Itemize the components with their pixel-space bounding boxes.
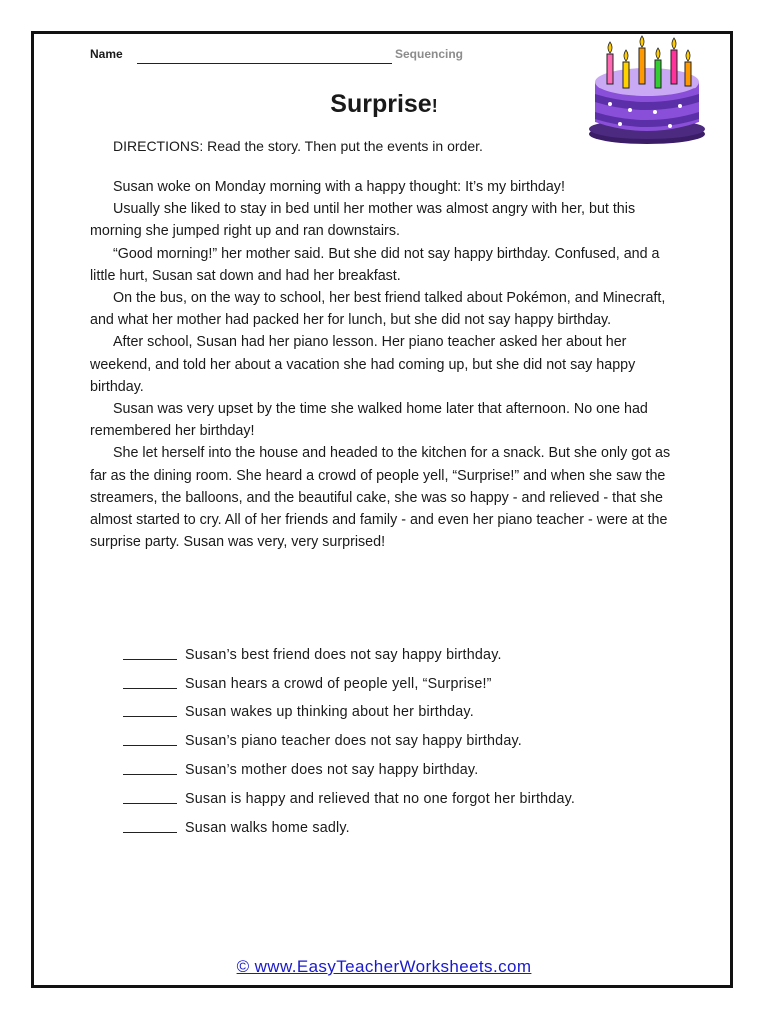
event-text: Susan’s piano teacher does not say happy birthday. (185, 733, 522, 750)
event-item (123, 780, 575, 809)
answer-blank[interactable] (123, 745, 177, 746)
title-text: Surprise (330, 90, 432, 118)
footer (0, 957, 768, 977)
footer-link[interactable]: © www.EasyTeacherWorksheets.com (236, 957, 532, 976)
event-text: Susan’s mother does not say happy birthday. (185, 761, 479, 778)
name-line (137, 63, 392, 64)
events-list (123, 636, 575, 838)
story-paragraph: Usually she liked to stay in bed until her mother was almost angry with her, but this morning she jumped right up and ran downstairs. (90, 201, 636, 240)
worksheet-title (0, 90, 768, 119)
answer-blank[interactable] (123, 716, 177, 717)
event-item (123, 665, 575, 694)
event-text: Susan hears a crowd of people yell, “Surprise!” (185, 675, 492, 692)
story-paragraph: Susan was very upset by the time she walked home later that afternoon. No one had remembered her birthday! (90, 401, 648, 440)
story-text (90, 176, 680, 553)
title-punctuation: ! (431, 96, 438, 116)
story-paragraph: She let herself into the house and headed to the kitchen for a snack. But she only got as far as the dining room. She heard a crowd of people yell, “Surprise!” and when she saw the streamers, the balloons, and the beautiful cake, she was so happy - and relieved - that she almost started to cry. All of her friends and family - and even her piano teacher - were at the surprise party. Susan was very, very surprised! (90, 445, 671, 551)
answer-blank[interactable] (123, 688, 177, 689)
story-paragraph: Susan woke on Monday morning with a happy thought: It’s my birthday! (113, 179, 565, 195)
answer-blank[interactable] (123, 803, 177, 804)
topic-label: Sequencing (395, 47, 464, 61)
event-item (123, 809, 575, 838)
name-label: Name (90, 47, 123, 61)
event-item (123, 636, 575, 665)
answer-blank[interactable] (123, 774, 177, 775)
event-text: Susan wakes up thinking about her birthday. (185, 704, 474, 721)
story-paragraph: On the bus, on the way to school, her best friend talked about Pokémon, and Minecraft, and what her mother had packed her for lunch, but she did not say happy birthday. (90, 290, 666, 329)
story-paragraph: After school, Susan had her piano lesson. Her piano teacher asked her about her weekend, and told her about a vacation she had coming up, but she did not say happy birthday. (90, 334, 636, 395)
event-text: Susan’s best friend does not say happy birthday. (185, 646, 502, 663)
story-paragraph: “Good morning!” her mother said. But she did not say happy birthday. Confused, and a little hurt, Susan sat down and had her breakfast. (90, 245, 660, 284)
answer-blank[interactable] (123, 659, 177, 660)
event-text: Susan walks home sadly. (185, 819, 350, 836)
directions: DIRECTIONS: Read the story. Then put the events in order. (113, 138, 483, 154)
answer-blank[interactable] (123, 832, 177, 833)
event-item (123, 694, 575, 723)
event-item (123, 751, 575, 780)
event-item (123, 722, 575, 751)
event-text: Susan is happy and relieved that no one forgot her birthday. (185, 790, 576, 807)
